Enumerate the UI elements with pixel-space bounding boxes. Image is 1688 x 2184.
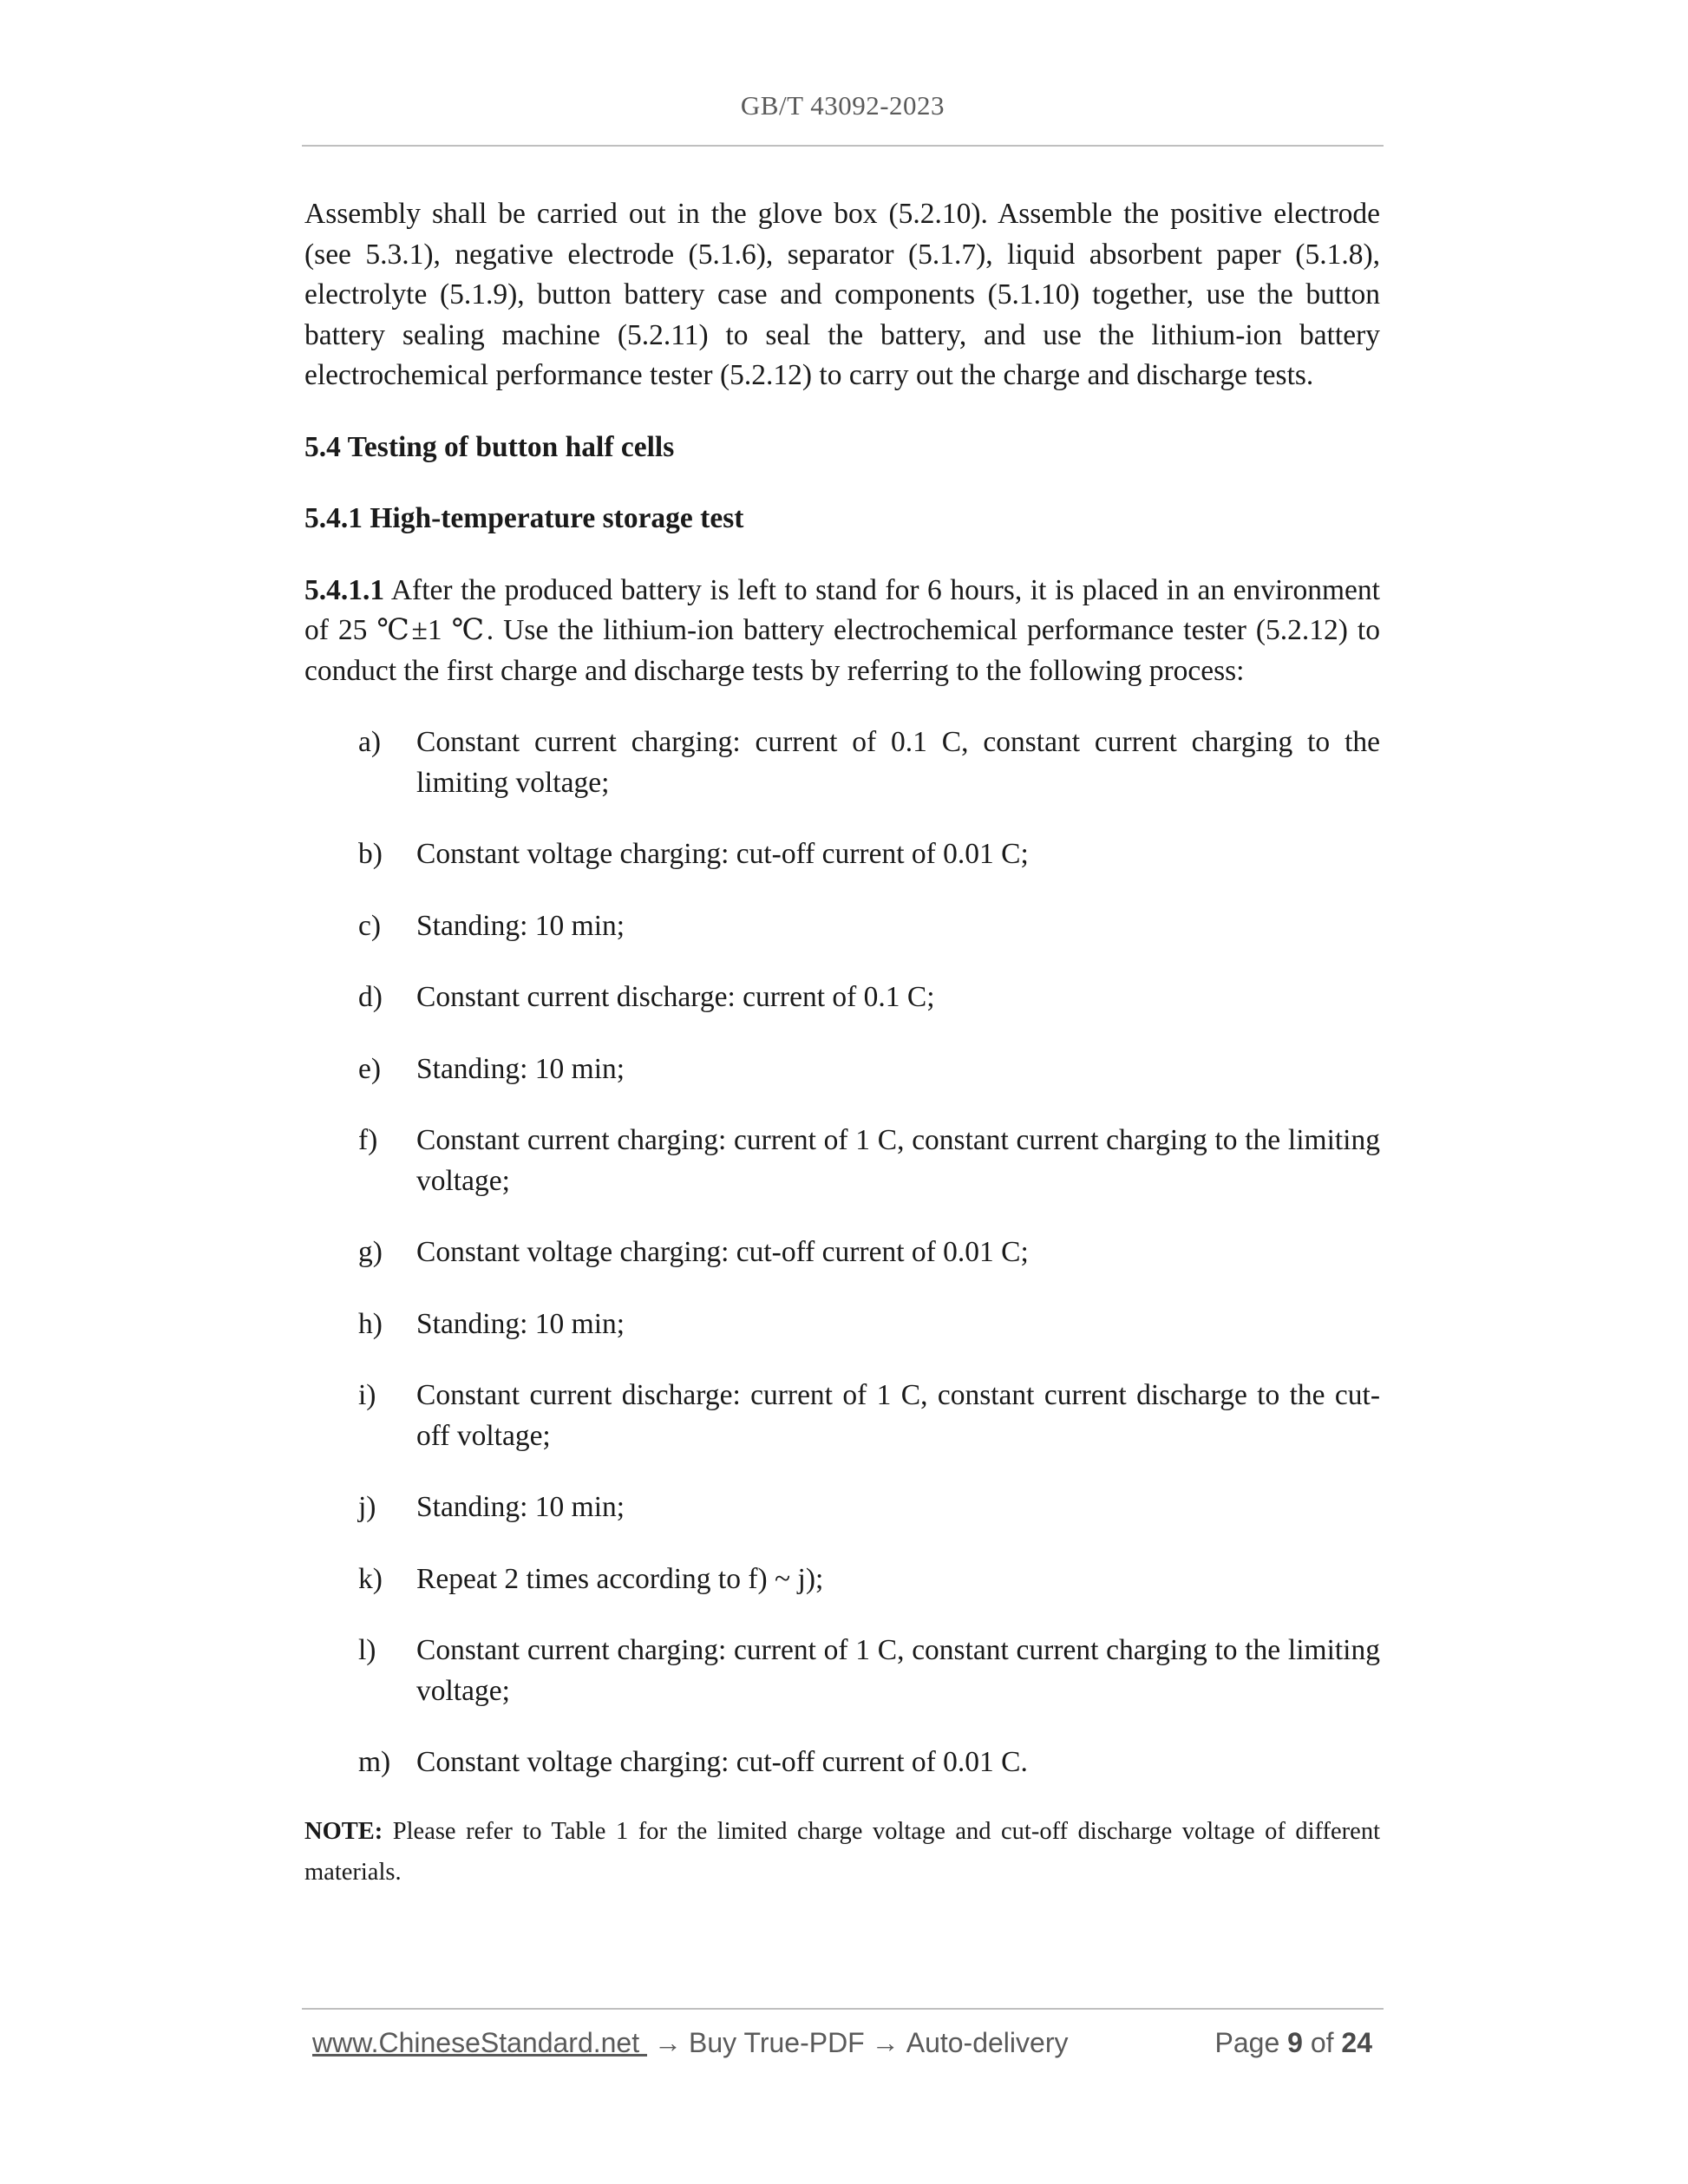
list-marker: c) [358,909,382,942]
list-item [304,1049,1380,1090]
buy-true-pdf-text: Buy True-PDF [689,2027,865,2058]
list-item-text: Standing: 10 min; [416,1307,625,1340]
list-item [304,906,1380,947]
list-item [304,1743,1380,1783]
document-id: GB/T 43092-2023 [740,90,945,121]
header-divider [302,145,1384,147]
document-header [302,90,1384,121]
list-marker: b) [358,838,383,870]
list-item-text: Constant voltage charging: cut-off current of 0.01 C; [416,1236,1029,1268]
note-text: Please refer to Table 1 for the limited charge voltage and cut-off discharge voltage of different materials. [304,1817,1380,1886]
list-marker: f) [358,1124,378,1156]
footer-promo [312,2027,1068,2059]
list-marker: m) [358,1746,391,1778]
page-label: Page [1214,2027,1280,2058]
note-label: NOTE: [304,1817,383,1845]
list-item-text: Standing: 10 min; [416,1491,625,1523]
page-indicator [1215,2027,1372,2059]
list-item-text: Repeat 2 times according to f) ~ j); [416,1562,824,1595]
clause-5-4-1-1 [304,571,1380,692]
list-item [304,1560,1380,1600]
list-marker: h) [358,1307,383,1340]
footer-divider [302,2008,1384,2010]
list-item-text: Constant current discharge: current of 1 C, constant current discharge to the cut-off voltage; [416,1379,1380,1452]
page-total: 24 [1341,2027,1372,2058]
list-item-text: Constant voltage charging: cut-off current of 0.01 C. [416,1746,1028,1778]
list-item-text: Constant voltage charging: cut-off current of 0.01 C; [416,838,1029,870]
list-marker: l) [358,1634,376,1666]
list-marker: k) [358,1562,383,1595]
list-item [304,1233,1380,1273]
list-item [304,1376,1380,1456]
section-heading-5-4: 5.4 Testing of button half cells [304,430,675,463]
list-marker: i) [358,1379,376,1411]
list-marker: j) [358,1491,376,1523]
list-item-text: Constant current charging: current of 1 C, constant current charging to the limiting voltage; [416,1634,1380,1707]
test-steps-list [304,723,1380,1783]
list-marker: d) [358,981,383,1013]
intro-paragraph: Assembly shall be carried out in the glove box (5.2.10). Assemble the positive electrode (see 5.3.1), negative electrode (5.1.6), separator (5.1.7), liquid absorbent paper (5.1.8), electrolyte (5.1.9), button battery case and components (5.1.10) together, use the button battery sealing machine (5.2.11) to seal the battery, and use the lithium-ion battery electrochemical performance tester (5.2.12) to carry out the charge and discharge tests. [304,198,1380,391]
clause-text: After the produced battery is left to stand for 6 hours, it is placed in an environment of 25 ℃±1 ℃. Use the lithium-ion battery electrochemical performance tester (5.2.12) to conduct the first charge and discharge tests by referring to the following process: [304,573,1380,687]
list-item [304,1488,1380,1528]
page-current: 9 [1287,2027,1303,2058]
page-content [304,194,1380,1917]
list-item [304,1121,1380,1201]
list-marker: g) [358,1236,383,1268]
list-item-text: Standing: 10 min; [416,1052,625,1085]
list-marker: e) [358,1052,382,1085]
page-footer [312,2027,1372,2059]
note-paragraph [304,1811,1380,1893]
list-item [304,978,1380,1018]
auto-delivery-text: Auto-delivery [906,2027,1069,2058]
list-item-text: Constant current charging: current of 1 C, constant current charging to the limiting voltage; [416,1124,1380,1197]
website-link[interactable]: www.ChineseStandard.net [312,2027,647,2058]
clause-number: 5.4.1.1 [304,573,385,606]
list-item-text: Constant current charging: current of 0.1 C, constant current charging to the limiting voltage; [416,726,1380,799]
arrow-right-icon: → [871,2027,900,2058]
arrow-right-icon: → [654,2027,682,2058]
list-item [304,723,1380,803]
list-item [304,1631,1380,1711]
list-item [304,1305,1380,1345]
list-marker: a) [358,726,382,758]
section-heading-5-4-1: 5.4.1 High-temperature storage test [304,502,744,534]
list-item [304,834,1380,875]
list-item-text: Standing: 10 min; [416,909,625,942]
list-item-text: Constant current discharge: current of 0.1 C; [416,981,935,1013]
page-of-label: of [1310,2027,1334,2058]
